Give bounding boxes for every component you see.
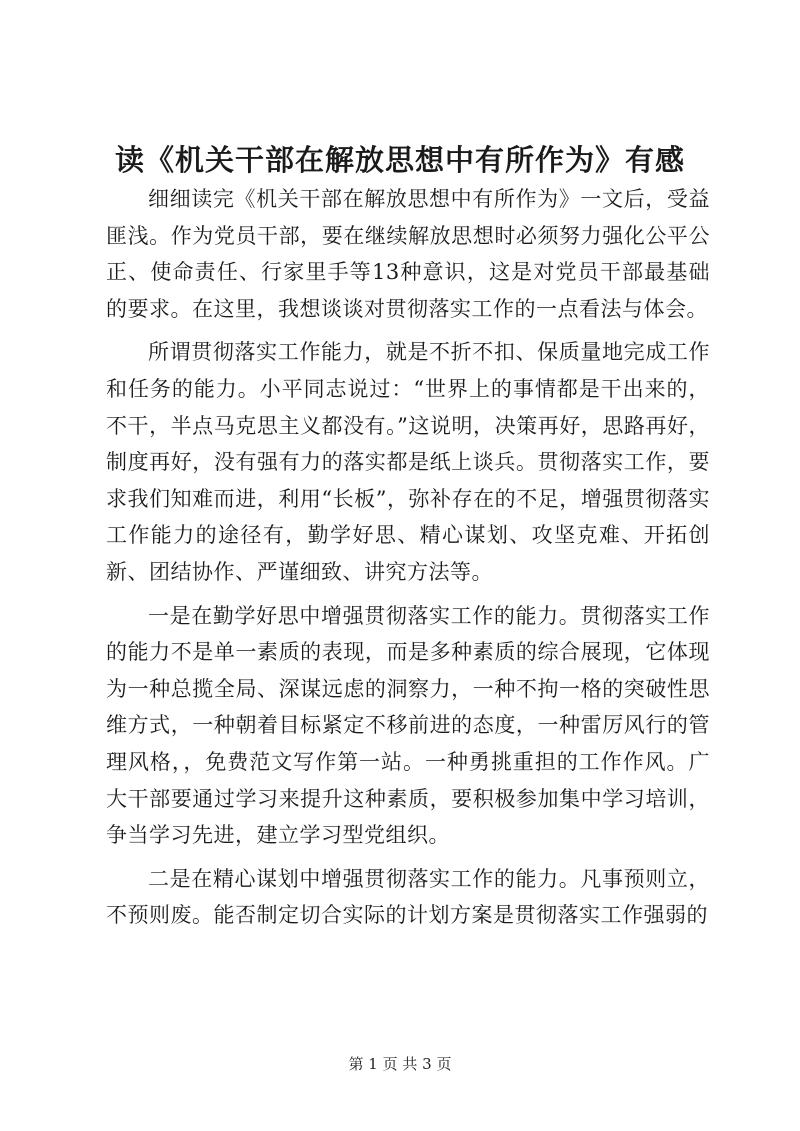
document-title: 读《机关干部在解放思想中有所作为》有感 <box>114 143 685 177</box>
document-body <box>106 181 710 934</box>
paragraph-3: 一是在勤学好思中增强贯彻落实工作的能力。贯彻落实工作的能力不是单一素质的表现，而是多种素质的综合展现，它体现为一种总揽全局、深谋远虑的洞察力，一种不拘一格的突破性思维方式，一种朝着目标紧定不移前进的态度，一种雷厉风行的管理风格，，免费范文写作第一站。一种勇挑重担的工作作风。广大干部要通过学习来提升这种素质，要积极参加集中学习培训，争当学习先进，建立学习型党组织。 <box>106 603 710 848</box>
paragraph-4: 二是在精心谋划中增强贯彻落实工作的能力。凡事预则立，不预则废。能否制定切合实际的计划方案是贯彻落实工作强弱的 <box>106 866 710 928</box>
page-footer: 第 1 页 共 3 页 <box>348 1055 452 1073</box>
paragraph-2: 所谓贯彻落实工作能力，就是不折不扣、保质量地完成工作和任务的能力。小平同志说过：“世界上的事情都是干出来的，不干，半点马克思主义都没有。”这说明，决策再好，思路再好，制度再好，没有强有力的落实都是纸上谈兵。贯彻落实工作，要求我们知难而进，利用“长板”，弥补存在的不足，增强贯彻落实工作能力的途径有，勤学好思、精心谋划、攻坚克难、开拓创新、团结协作、严谨细致、讲究方法等。 <box>106 340 710 584</box>
paragraph-1: 细细读完《机关干部在解放思想中有所作为》一文后，受益匪浅。作为党员干部，要在继续解放思想时必须努力强化公平公正、使命责任、行家里手等13种意识，这是对党员干部最基础的要求。在这里，我想谈谈对贯彻落实工作的一点看法与体会。 <box>106 187 710 321</box>
